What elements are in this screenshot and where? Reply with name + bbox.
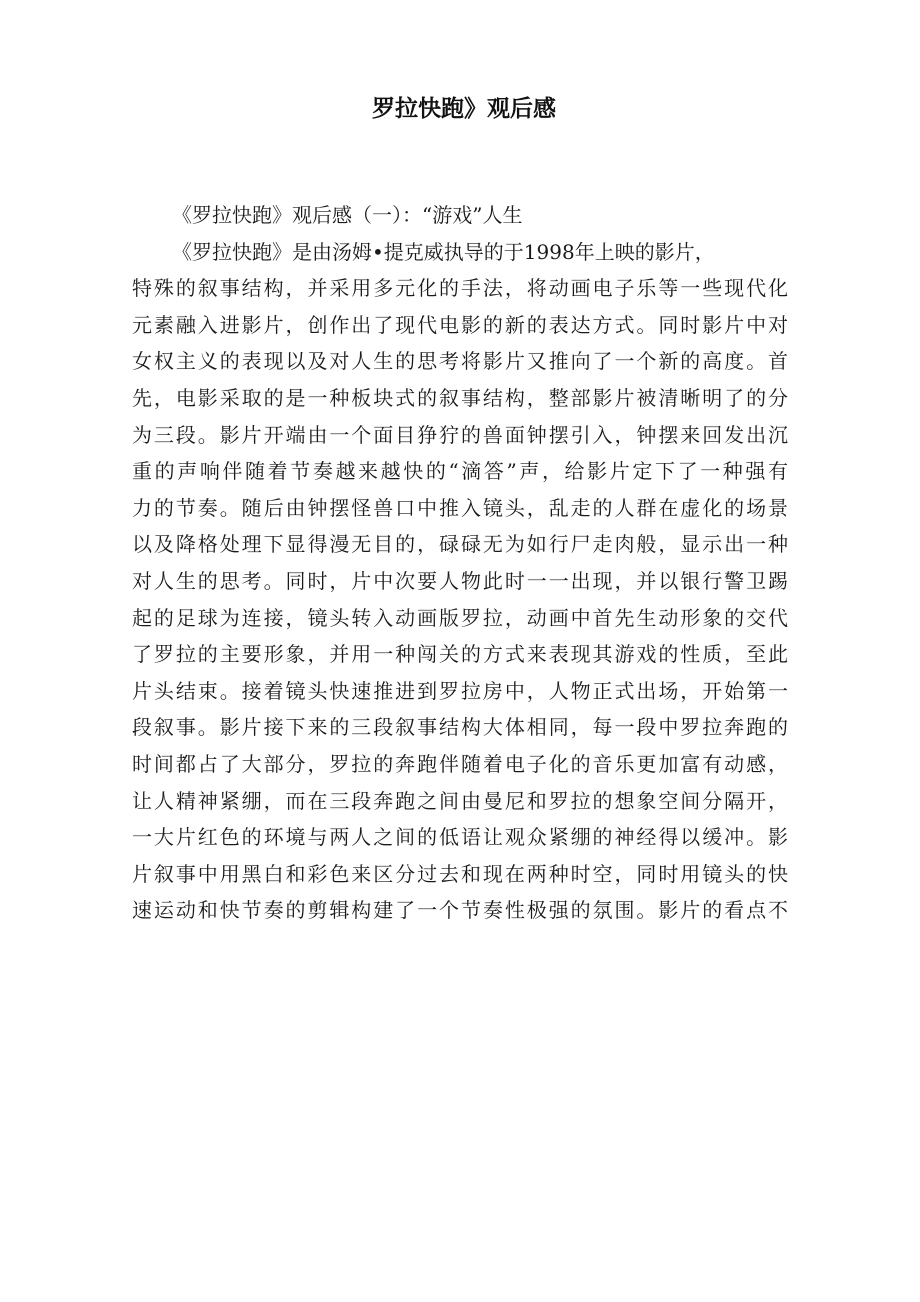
paragraph-line: 起的足球为连接，镜头转入动画版罗拉，动画中首先生动形象的交代 (132, 605, 788, 630)
paragraph-line: 《罗拉快跑》是由汤姆•提克威执导的于1998年上映的影片， (172, 239, 715, 264)
paragraph-line: 速运动和快节奏的剪辑构建了一个节奏性极强的氛围。影片的看点不 (132, 898, 788, 923)
paragraph-line: 元素融入进影片，创作出了现代电影的新的表达方式。同时影片中对 (132, 312, 788, 337)
paragraph-line: 时间都占了大部分，罗拉的奔跑伴随着电子化的音乐更加富有动感， (132, 751, 788, 776)
document-body (132, 197, 788, 929)
section-heading: 《罗拉快跑》观后感（一）：“游戏”人生 (172, 203, 523, 227)
paragraph-line: 重的声响伴随着节奏越来越快的“滴答”声，给影片定下了一种强有 (132, 459, 788, 484)
paragraph-line: 力的节奏。随后由钟摆怪兽口中推入镜头，乱走的人群在虚化的场景 (132, 495, 788, 520)
paragraph-line: 为三段。影片开端由一个面目狰狞的兽面钟摆引入，钟摆来回发出沉 (132, 422, 788, 447)
paragraph-line: 特殊的叙事结构，并采用多元化的手法，将动画电子乐等一些现代化 (132, 276, 788, 301)
paragraph-line: 以及降格处理下显得漫无目的，碌碌无为如行尸走肉般，显示出一种 (132, 532, 788, 557)
paragraph-line: 让人精神紧绷，而在三段奔跑之间由曼尼和罗拉的想象空间分隔开， (132, 788, 788, 813)
paragraph-line: 段叙事。影片接下来的三段叙事结构大体相同，每一段中罗拉奔跑的 (132, 715, 788, 740)
paragraph-line: 对人生的思考。同时，片中次要人物此时一一出现，并以银行警卫踢 (132, 568, 788, 593)
paragraph-line: 了罗拉的主要形象，并用一种闯关的方式来表现其游戏的性质，至此 (132, 642, 788, 667)
paragraph-line: 片头结束。接着镜头快速推进到罗拉房中，人物正式出场，开始第一 (132, 678, 788, 703)
document-title: 罗拉快跑》观后感 (372, 96, 556, 122)
paragraph-line: 女权主义的表现以及对人生的思考将影片又推向了一个新的高度。首 (132, 349, 788, 374)
paragraph-line: 先，电影采取的是一种板块式的叙事结构，整部影片被清晰明了的分 (132, 385, 788, 410)
paragraph-line: 一大片红色的环境与两人之间的低语让观众紧绷的神经得以缓冲。影 (132, 825, 788, 850)
paragraph-line: 片叙事中用黑白和彩色来区分过去和现在两种时空，同时用镜头的快 (132, 861, 788, 886)
